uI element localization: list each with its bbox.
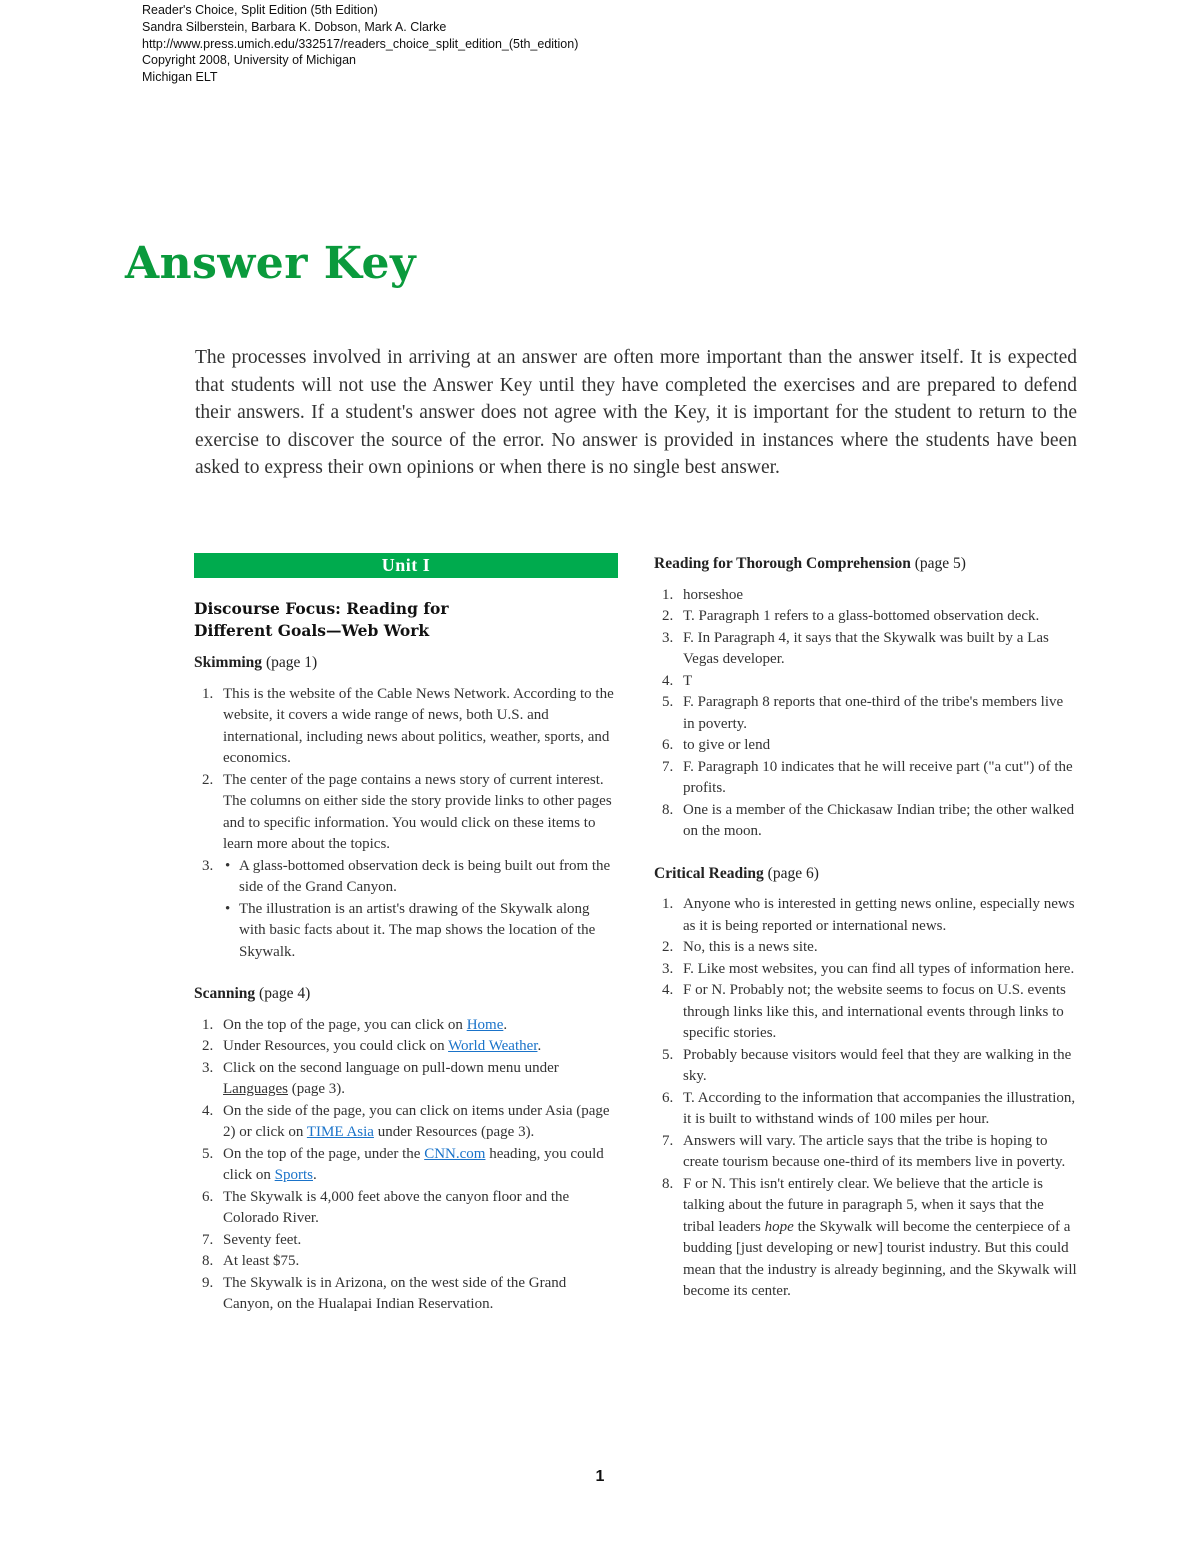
answer-number: 3. xyxy=(662,629,674,646)
answer-text: horseshoe xyxy=(683,586,743,603)
answer-text: Click on the second language on pull-down menu under xyxy=(223,1059,559,1076)
answer-number: 4. xyxy=(662,672,674,689)
bullet-icon: • xyxy=(225,900,231,917)
answer-number: 6. xyxy=(662,737,674,753)
meta-line: Copyright 2008, University of Michigan xyxy=(142,53,356,68)
answer-item xyxy=(654,606,1078,628)
answer-item xyxy=(654,585,1078,607)
answer-number: 1. xyxy=(662,896,674,912)
bullet-item xyxy=(223,856,618,899)
answer-number: 8. xyxy=(662,1175,674,1192)
answer-number: 2. xyxy=(202,1038,214,1054)
answer-text: heading, you could click on xyxy=(223,1145,604,1183)
answer-number: 5. xyxy=(202,1145,214,1162)
answer-text: Answers will vary. The article says that the tribe is hoping to create tourism because one-third of its members live in poverty. xyxy=(683,1132,1066,1170)
intro-paragraph: The processes involved in arriving at an answer are often more important than the answer itself. It is expected that students will not use the Answer Key until they have completed the exercises and are prepared to defend their answers. If a student's answer does not agree with the Key, it is important for the student to return to the exercise to discover the source of the error. No answer is provided in instances where the students have been asked to express their own opinions or when there is no single best answer. xyxy=(195,347,1077,479)
answer-list xyxy=(194,684,618,964)
meta-line: Reader's Choice, Split Edition (5th Edition) xyxy=(142,3,378,17)
bullet-icon: • xyxy=(225,857,231,874)
answer-item xyxy=(194,1187,618,1230)
answer-number: 3. xyxy=(202,1059,214,1076)
answer-number: 1. xyxy=(662,586,674,603)
answer-item xyxy=(654,757,1078,800)
answer-item xyxy=(654,735,1078,757)
answer-item xyxy=(654,1088,1078,1131)
answer-item xyxy=(654,628,1078,671)
left-column xyxy=(194,553,618,1336)
answer-item xyxy=(194,1036,618,1058)
answer-item xyxy=(654,800,1078,843)
answer-number: 2. xyxy=(662,939,674,955)
section-page-ref: (page 6) xyxy=(767,864,819,882)
answer-item xyxy=(194,856,618,964)
answer-number: 6. xyxy=(662,1089,674,1106)
section-heading-text: Scanning xyxy=(194,985,256,1002)
bullet-text: A glass-bottomed observation deck is being built out from the side of the Grand Canyon. xyxy=(239,857,611,895)
link-sports[interactable]: Sports xyxy=(274,1167,313,1183)
answer-text: Anyone who is interested in getting news online, especially news as it is being reported or international news. xyxy=(683,896,1075,934)
answer-item xyxy=(194,684,618,770)
section-heading xyxy=(654,553,1078,575)
link-time-asia[interactable]: TIME Asia xyxy=(306,1124,374,1140)
answer-text: No, this is a news site. xyxy=(683,939,818,955)
answer-item xyxy=(654,1045,1078,1088)
meta-line: Sandra Silberstein, Barbara K. Dobson, Mark A. Clarke xyxy=(142,19,447,34)
answer-item xyxy=(194,1251,618,1273)
answer-number: 8. xyxy=(662,801,674,818)
answer-number: 2. xyxy=(202,771,214,788)
answer-text: The Skywalk is 4,000 feet above the canyon floor and the Colorado River. xyxy=(223,1188,570,1226)
answer-number: 3. xyxy=(202,857,214,874)
section-heading-text: Reading for Thorough Comprehension xyxy=(654,555,911,572)
document-source-info xyxy=(142,2,578,86)
section-heading xyxy=(194,983,618,1005)
answer-text: F. Paragraph 8 reports that one-third of the tribe's members live in poverty. xyxy=(683,694,1064,732)
answer-text: F or N. Probably not; the website seems to focus on U.S. events through links like this, and international events through links to specific stories. xyxy=(683,982,1066,1041)
answer-text: On the top of the page, under the xyxy=(223,1145,425,1162)
answer-item xyxy=(194,1015,618,1037)
answer-number: 1. xyxy=(202,685,214,702)
answer-number: 4. xyxy=(662,982,674,998)
unit-banner: Unit I xyxy=(194,553,618,578)
answer-text: The Skywalk is in Arizona, on the west side of the Grand Canyon, on the Hualapai Indian Reservation. xyxy=(223,1274,567,1312)
answer-text: . xyxy=(503,1016,508,1033)
answer-number: 7. xyxy=(662,758,674,775)
answer-text: under Resources (page 3). xyxy=(373,1124,535,1140)
answer-item xyxy=(194,770,618,856)
answer-text: This is the website of the Cable News Network. According to the website, it covers a wide range of news, both U.S. and international, including news about politics, weather, sports, and economics. xyxy=(223,685,614,766)
answer-number: 5. xyxy=(662,1046,674,1063)
answer-text: The center of the page contains a news story of current interest. The columns on either side the story provide links to other pages and to specific information. You would click on these items to learn more about the topics. xyxy=(223,771,612,852)
answer-text: F. In Paragraph 4, it says that the Skywalk was built by a Las Vegas developer. xyxy=(683,629,1049,667)
link-home[interactable]: Home xyxy=(466,1016,504,1033)
answer-item xyxy=(654,692,1078,735)
answer-text: . xyxy=(537,1038,542,1054)
answer-number: 5. xyxy=(662,694,674,710)
bullet-text: The illustration is an artist's drawing of the Skywalk along with basic facts about it. The map shows the location of the Skywalk. xyxy=(239,900,596,960)
answer-text: Probably because visitors would feel that they are walking in the sky. xyxy=(683,1046,1072,1084)
section-page-ref: (page 5) xyxy=(914,555,966,572)
section-heading xyxy=(194,652,618,674)
link-cnn-com[interactable]: CNN.com xyxy=(424,1145,486,1162)
meta-line: Michigan ELT xyxy=(142,70,218,85)
answer-item xyxy=(654,959,1078,981)
answer-number: 4. xyxy=(202,1102,214,1119)
answer-item xyxy=(654,1131,1078,1174)
answer-text: Seventy feet. xyxy=(223,1231,302,1248)
answer-item xyxy=(654,1174,1078,1303)
section-thorough xyxy=(654,553,1078,843)
section-scanning xyxy=(194,983,618,1316)
meta-line: http://www.press.umich.edu/332517/readers_choice_split_edition_(5th_edition) xyxy=(142,36,579,51)
answer-text: Under Resources, you could click on xyxy=(223,1038,449,1054)
bullet-list xyxy=(223,856,618,964)
answer-text: to give or lend xyxy=(683,737,771,753)
answer-item xyxy=(654,937,1078,959)
answer-text: F. Like most websites, you can find all types of information here. xyxy=(683,960,1075,977)
answer-text: (page 3). xyxy=(287,1081,346,1097)
answer-number: 9. xyxy=(202,1274,214,1291)
focus-heading-line: Discourse Focus: Reading for xyxy=(194,599,449,618)
answer-list xyxy=(194,1015,618,1316)
answer-number: 7. xyxy=(662,1132,674,1149)
right-column xyxy=(654,553,1078,1323)
answer-text: T xyxy=(683,672,693,689)
answer-item xyxy=(194,1101,618,1144)
discourse-focus-heading xyxy=(194,598,618,642)
answer-list xyxy=(654,585,1078,843)
answer-text: On the side of the page, you can click on items under Asia (page 2) or click on xyxy=(223,1102,610,1140)
page-title: Answer Key xyxy=(125,238,417,289)
answer-item xyxy=(194,1230,618,1252)
answer-text: On the top of the page, you can click on xyxy=(223,1016,467,1033)
section-heading-text: Skimming xyxy=(194,654,263,671)
underlined-text: Languages xyxy=(223,1081,288,1097)
answer-text: . xyxy=(313,1167,317,1183)
answer-item xyxy=(654,980,1078,1045)
answer-number: 7. xyxy=(202,1231,214,1248)
page-number: 1 xyxy=(595,1468,605,1485)
answer-item xyxy=(654,894,1078,937)
answer-text: F or N. This isn't entirely clear. We believe that the article is talking about the future in paragraph 5, when it says that the tribal leaders xyxy=(683,1175,1044,1235)
answer-item xyxy=(194,1058,618,1101)
answer-text: F. Paragraph 10 indicates that he will receive part ("a cut") of the profits. xyxy=(683,758,1073,796)
answer-text: At least $75. xyxy=(223,1253,300,1269)
section-heading-text: Critical Reading xyxy=(654,864,764,882)
section-skimming xyxy=(194,652,618,963)
answer-number: 2. xyxy=(662,608,674,624)
answer-text: the Skywalk will become the centerpiece of a budding [just developing or new] tourist industry. But this could mean that the industry is already beginning, and the Skywalk will become its center. xyxy=(683,1218,1077,1299)
answer-item xyxy=(194,1273,618,1316)
link-world-weather[interactable]: World Weather xyxy=(448,1038,538,1054)
italic-text: hope xyxy=(764,1218,794,1235)
answer-item xyxy=(194,1144,618,1187)
answer-number: 3. xyxy=(662,960,674,977)
answer-number: 8. xyxy=(202,1253,214,1269)
answer-number: 6. xyxy=(202,1188,214,1205)
answer-text: T. According to the information that accompanies the illustration, it is built to withstand winds of 100 miles per hour. xyxy=(683,1089,1076,1127)
answer-number: 1. xyxy=(202,1016,214,1033)
section-page-ref: (page 4) xyxy=(259,985,311,1002)
answer-text: T. Paragraph 1 refers to a glass-bottomed observation deck. xyxy=(683,608,1040,624)
bullet-item xyxy=(223,899,618,964)
answer-list xyxy=(654,894,1078,1303)
section-critical xyxy=(654,863,1078,1303)
answer-item xyxy=(654,671,1078,693)
focus-heading-line: Different Goals—Web Work xyxy=(194,621,430,640)
section-page-ref: (page 1) xyxy=(265,654,318,671)
section-heading xyxy=(654,863,1078,885)
answer-text: One is a member of the Chickasaw Indian tribe; the other walked on the moon. xyxy=(683,801,1075,839)
